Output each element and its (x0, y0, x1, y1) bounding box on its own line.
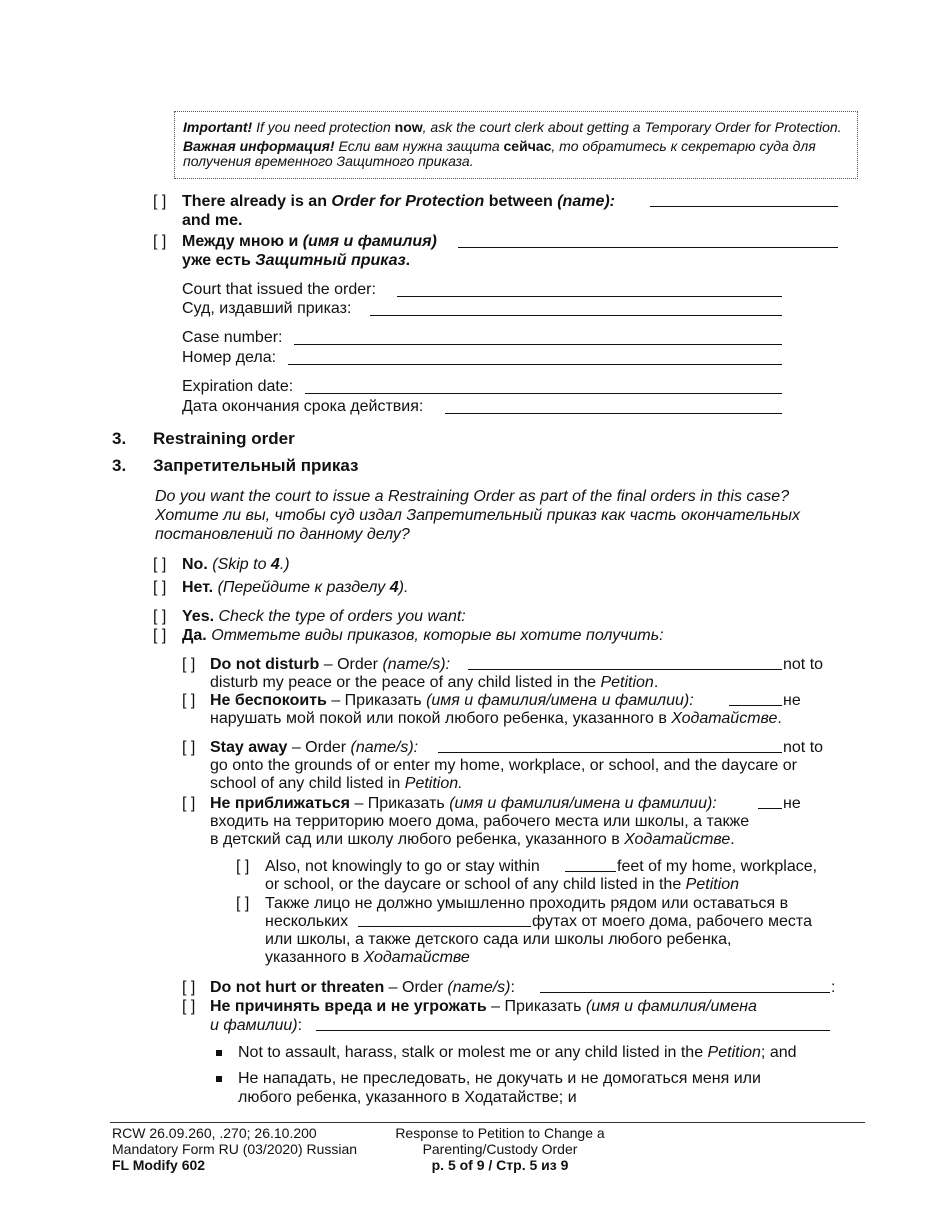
bullet2-line1: Не нападать, не преследовать, не докучать и не домогаться меня или (238, 1070, 761, 1087)
existing-order-and-me: and me. (182, 212, 243, 229)
checkbox-text: [ ] (182, 739, 196, 756)
away-ru-line3 (210, 830, 735, 849)
hurt-ru-names-2: и фамилии) (210, 1017, 298, 1034)
checkbox-text: [ ] (182, 795, 196, 812)
no-ru-skip: (Перейдите к разделу (217, 579, 390, 596)
checkbox-text: [ ] (153, 608, 167, 625)
checkbox-text: [ ] (236, 895, 250, 912)
disturb-ru-line2a: нарушать мой покой или покой любого ребенка, указанного в (210, 710, 672, 727)
existing-order-en-name: (name): (557, 193, 615, 210)
also-ru-checkbox[interactable] (236, 894, 249, 913)
notice-en-now: now (394, 119, 423, 135)
disturb-ru-title: Не беспокоить (210, 692, 327, 709)
no-en-checkbox[interactable] (153, 555, 166, 574)
bullet-icon (216, 1050, 222, 1056)
disturb-ru-line2 (210, 709, 782, 728)
also-en-line1b: feet of my home, workplace, (617, 858, 818, 875)
disturb-en-not-to: not to (783, 656, 824, 673)
disturb-en-names: (name/s): (382, 656, 451, 673)
disturb-ru (210, 691, 694, 710)
away-ru-name-field[interactable] (758, 795, 782, 809)
bullet1-a: Not to assault, harass, stalk or molest me or any child listed in the (238, 1044, 708, 1061)
checkbox-text: [ ] (182, 692, 196, 709)
no-en-skip: (Skip to (212, 556, 271, 573)
hurt-en-end: : (831, 979, 836, 996)
court-field[interactable] (397, 283, 782, 297)
existing-order-en-between: between (484, 193, 558, 210)
disturb-en-petition: Petition (600, 674, 654, 691)
also-ru-feet-field[interactable] (358, 913, 531, 927)
yes-ru-checkbox[interactable] (153, 626, 166, 645)
no-ru-skip-num: 4 (389, 579, 399, 596)
away-ru-line3b: . (730, 831, 735, 848)
notice-ru-label: Важная информация! (183, 138, 335, 154)
no-en-skip-num: 4 (270, 556, 280, 573)
existing-order-name-field[interactable] (650, 193, 838, 207)
bullet2-line2: любого ребенка, указанного в Ходатайстве; и (238, 1089, 577, 1106)
also-ru-line4 (265, 948, 470, 967)
no-ru-label: Нет. (182, 579, 214, 596)
also-en-line2 (265, 875, 739, 894)
case-label-ru: Номер дела: (182, 349, 277, 366)
section3-question-en: Do you want the court to issue a Restraining Order as part of the final orders in this case? (155, 488, 790, 505)
yes-ru-text: Отметьте виды приказов, которые вы хотите получить: (211, 627, 664, 644)
no-en-label: No. (182, 556, 208, 573)
section-title-ru: Запретительный приказ (153, 456, 359, 475)
also-ru-line3: или школы, а также детского сада или школы любого ребенка, (265, 931, 732, 948)
checkbox-text: [ ] (153, 627, 167, 644)
away-en-checkbox[interactable] (182, 738, 195, 757)
disturb-ru-line2b: . (777, 710, 782, 727)
away-en-order: – Order (287, 739, 351, 756)
existing-order-ru (182, 232, 437, 251)
also-ru-hod: Ходатайстве (363, 949, 470, 966)
yes-ru-option (182, 626, 664, 645)
disturb-en-title: Do not disturb (210, 656, 320, 673)
footer-rcw: RCW 26.09.260, .270; 26.10.200 (112, 1125, 317, 1141)
also-ru-line4a: указанного в (265, 949, 364, 966)
footer-mandatory-form: Mandatory Form RU (03/2020) Russian (112, 1141, 358, 1157)
existing-order-ru-post-2: Защитный приказ (255, 252, 406, 269)
no-ru-checkbox[interactable] (153, 578, 166, 597)
away-en-line2: go onto the grounds of or enter my home, workplace, or school, and the daycare or (210, 757, 797, 774)
hurt-en-checkbox[interactable] (182, 978, 195, 997)
away-en-petition: Petition. (404, 775, 463, 792)
disturb-en-checkbox[interactable] (182, 655, 195, 674)
case-ru-field[interactable] (288, 351, 782, 365)
checkbox-text: [ ] (153, 233, 167, 250)
existing-order-ru-name-field[interactable] (458, 234, 838, 248)
hurt-ru-name-field[interactable] (316, 1017, 830, 1031)
also-ru-line2b: футах от моего дома, рабочего места (532, 913, 812, 930)
disturb-en (210, 655, 450, 674)
case-label-en: Case number: (182, 329, 283, 346)
checkbox-text: [ ] (182, 998, 196, 1015)
existing-order-en-checkbox[interactable] (153, 192, 166, 211)
expiration-label-en: Expiration date: (182, 378, 294, 395)
expiration-ru-field[interactable] (445, 400, 782, 414)
existing-order-ru-checkbox[interactable] (153, 232, 166, 251)
notice-ru-text-1: Если вам нужна защита (338, 138, 504, 154)
disturb-en-line2 (210, 673, 658, 692)
notice-ru-now: сейчас (503, 138, 552, 154)
section3-question-ru-2: постановлений по данному делу? (155, 526, 410, 543)
hurt-en-names: (name/s) (447, 979, 511, 996)
section-title-en: Restraining order (153, 429, 295, 448)
yes-en-label: Yes. (182, 608, 215, 625)
away-en-names: (name/s): (350, 739, 419, 756)
checkbox-text: [ ] (236, 858, 250, 875)
disturb-ru-hod: Ходатайстве (671, 710, 778, 727)
bullet1-petition: Petition (707, 1044, 761, 1061)
yes-en-text: Check the type of orders you want: (218, 608, 466, 625)
no-ru-option (182, 578, 408, 597)
footer-rule (110, 1122, 865, 1123)
away-en-line3 (210, 774, 463, 793)
also-ru-line1: Также лицо не должно умышленно проходить рядом или оставаться в (265, 895, 789, 912)
disturb-en-name-field[interactable] (468, 656, 782, 670)
checkbox-text: [ ] (153, 193, 167, 210)
disturb-ru-checkbox[interactable] (182, 691, 195, 710)
away-ru-ne: не (783, 795, 801, 812)
footer-page-number: p. 5 of 9 / Стр. 5 из 9 (431, 1157, 569, 1173)
away-ru (210, 794, 717, 813)
yes-ru-label: Да. (182, 627, 207, 644)
notice-ru-text-2: , то обратитесь к секретарю суда для (551, 138, 816, 154)
also-en-line1a: Also, not knowingly to go or stay within (265, 858, 540, 875)
important-notice (174, 111, 858, 179)
hurt-en (210, 978, 515, 997)
expiration-label-ru: Дата окончания срока действия: (182, 398, 424, 415)
hurt-en-colon: : (510, 979, 515, 996)
yes-en-option (182, 607, 466, 626)
existing-order-en-order: Order for Protection (331, 193, 485, 210)
existing-order-ru-post-3: . (405, 252, 411, 269)
also-en-line2a: or school, or the daycare or school of any child listed in the (265, 876, 686, 893)
hurt-en-title: Do not hurt or threaten (210, 979, 385, 996)
existing-order-ru-pre: Между мною и (182, 233, 303, 250)
expiration-field[interactable] (305, 380, 782, 394)
away-en-not-to: not to (783, 739, 824, 756)
away-ru-title: Не приближаться (210, 795, 350, 812)
existing-order-ru-post-1: уже есть (182, 252, 256, 269)
court-label-ru: Суд, издавший приказ: (182, 300, 352, 317)
bullet1-b: ; and (760, 1044, 797, 1061)
notice-en-text-1: If you need protection (256, 119, 395, 135)
disturb-en-line2a: disturb my peace or the peace of any child listed in the (210, 674, 601, 691)
bullet-icon (216, 1076, 222, 1082)
away-ru-line3a: в детский сад или школу любого ребенка, указанного в (210, 831, 625, 848)
disturb-ru-name-field[interactable] (729, 692, 782, 706)
section3-question-ru-1: Хотите ли вы, чтобы суд издал Запретительный приказ как часть окончательных (155, 507, 801, 524)
case-field[interactable] (294, 331, 782, 345)
footer-form-id: FL Modify 602 (112, 1157, 206, 1173)
also-en-petition: Petition (685, 876, 740, 893)
checkbox-text: [ ] (182, 979, 196, 996)
no-ru-skip-end: ). (398, 579, 409, 596)
bullet-2 (216, 1069, 761, 1088)
away-ru-line2: входить на территорию моего дома, рабочего места или школы, а также (210, 813, 750, 830)
disturb-ru-names: (имя и фамилия/имена и фамилии): (426, 692, 694, 709)
notice-en-label: Important! (183, 119, 253, 135)
no-en-option (182, 555, 290, 574)
existing-order-en (182, 192, 615, 211)
footer-center (380, 1125, 620, 1173)
also-en-checkbox[interactable] (236, 857, 249, 876)
court-ru-field[interactable] (370, 302, 782, 316)
away-ru-checkbox[interactable] (182, 794, 195, 813)
away-ru-names: (имя и фамилия/имена и фамилии): (449, 795, 717, 812)
away-en (210, 738, 418, 757)
away-en-title: Stay away (210, 739, 288, 756)
footer-title-1: Response to Petition to Change a (395, 1125, 605, 1141)
disturb-ru-ne: не (783, 692, 801, 709)
hurt-ru-names-1: (имя и фамилия/имена (585, 998, 757, 1015)
existing-order-ru-post (182, 251, 410, 270)
disturb-en-order: – Order (319, 656, 383, 673)
away-en-line3a: school of any child listed in (210, 775, 405, 792)
disturb-en-line2b: . (653, 674, 659, 691)
hurt-ru-line2 (210, 1016, 302, 1035)
existing-order-en-pre: There already is an (182, 193, 332, 210)
hurt-en-order: – Order (384, 979, 448, 996)
hurt-en-name-field[interactable] (540, 979, 830, 993)
hurt-ru (210, 997, 757, 1016)
footer-left (112, 1125, 357, 1173)
also-ru-line2a: нескольких (265, 913, 349, 930)
yes-en-checkbox[interactable] (153, 607, 166, 626)
bullet-1 (216, 1043, 797, 1062)
hurt-ru-order: – Приказать (486, 998, 586, 1015)
footer-title-2: Parenting/Custody Order (422, 1141, 578, 1157)
court-label-en: Court that issued the order: (182, 281, 376, 298)
section-number-en: 3. (112, 429, 127, 448)
checkbox-text: [ ] (153, 556, 167, 573)
away-ru-hod: Ходатайстве (624, 831, 731, 848)
section-number-ru: 3. (112, 456, 127, 475)
hurt-ru-title: Не причинять вреда и не угрожать (210, 998, 487, 1015)
notice-ru-text-3: получения временного Защитного приказа. (183, 153, 474, 169)
hurt-ru-checkbox[interactable] (182, 997, 195, 1016)
also-en-feet-field[interactable] (565, 858, 616, 872)
hurt-ru-colon: : (297, 1017, 303, 1034)
existing-order-ru-name: (имя и фамилия) (302, 233, 437, 250)
notice-en-text-2: , ask the court clerk about getting a Temporary Order for Protection. (422, 119, 842, 135)
no-en-skip-end: .) (279, 556, 290, 573)
away-en-name-field[interactable] (438, 739, 782, 753)
away-ru-order: – Приказать (350, 795, 450, 812)
checkbox-text: [ ] (182, 656, 196, 673)
checkbox-text: [ ] (153, 579, 167, 596)
disturb-ru-order: – Приказать (326, 692, 427, 709)
